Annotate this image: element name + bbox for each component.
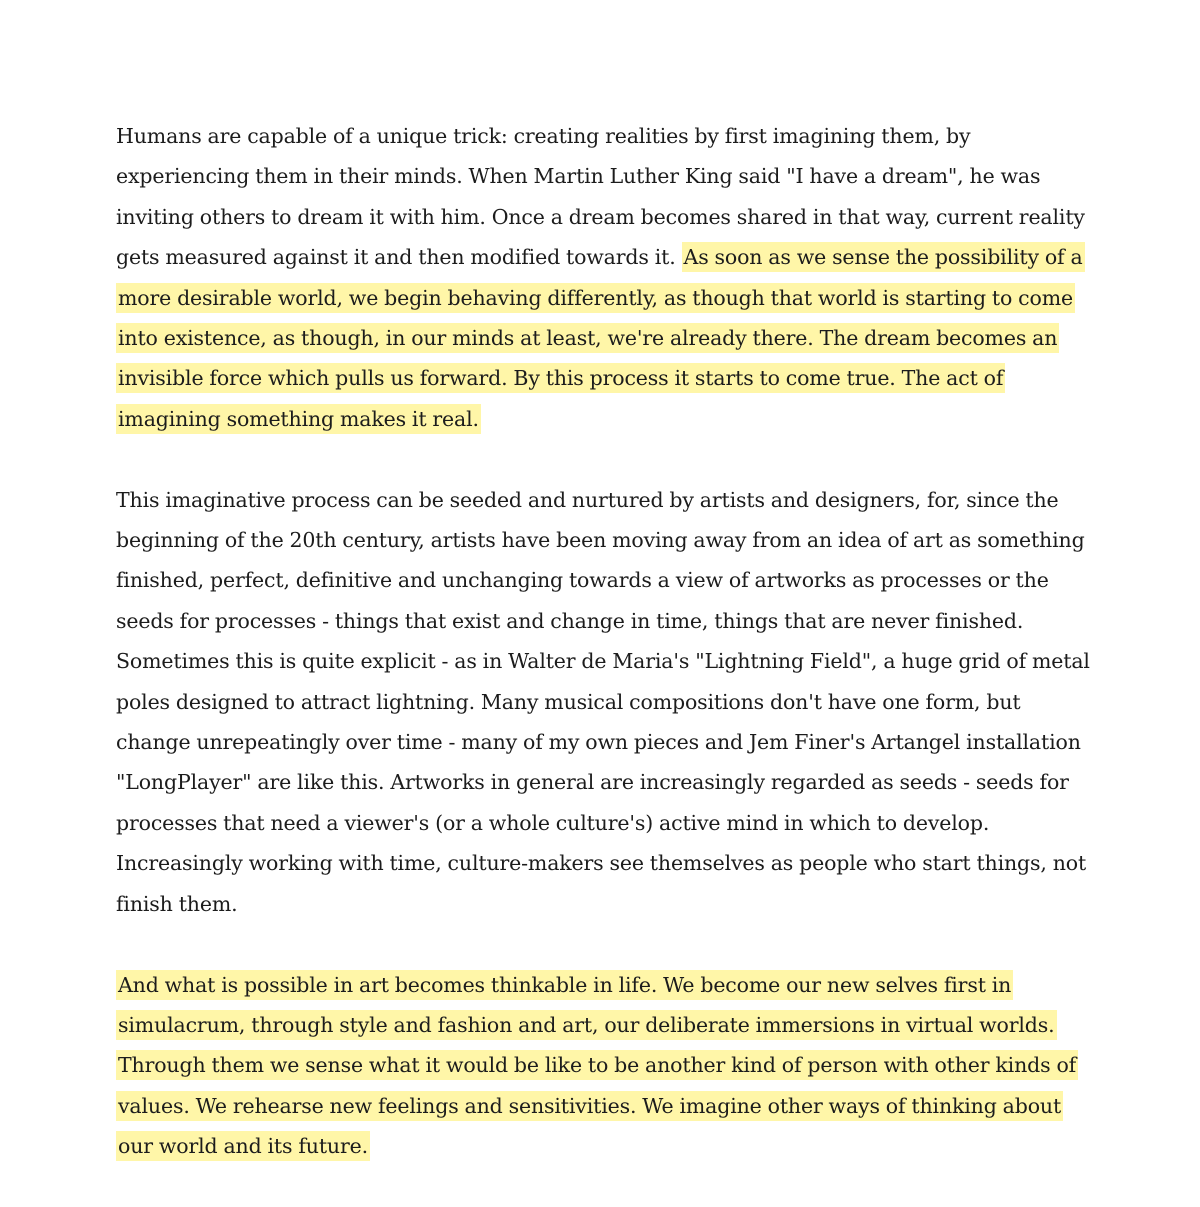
paragraph-art-thinkable-in-life <box>116 965 1091 1167</box>
document-body <box>116 116 1091 1207</box>
highlighted-passage: As soon as we sense the possibility of a more desirable world, we begin behaving differently, as though that world is starting to come into existence, as though, in our minds at least, we're already there. The dream becomes an invisible force which pulls us forward. By this process it starts to come true. The act of imagining something makes it real. <box>116 242 1085 434</box>
paragraph-text: This imaginative process can be seeded and nurtured by artists and designers, for, since the beginning of the 20th century, artists have been moving away from an idea of art as something finished, perfect, definitive and unchanging towards a view of artworks as processes or the seeds for processes - things that exist and change in time, things that are never finished. Sometimes this is quite explicit - as in Walter de Maria's "Lightning Field", a huge grid of metal poles designed to attract lightning. Many musical compositions don't have one form, but change unrepeatingly over time - many of my own pieces and Jem Finer's Artangel installation "LongPlayer" are like this. Artworks in general are increasingly regarded as seeds - seeds for processes that need a viewer's (or a whole culture's) active mind in which to develop. Increasingly working with time, culture-makers see themselves as people who start things, not finish them. <box>116 487 1090 916</box>
highlighted-passage: And what is possible in art becomes thinkable in life. We become our new selves first in simulacrum, through style and fashion and art, our deliberate immersions in virtual worlds. Through them we sense what it would be like to be another kind of person with other kinds of values. We rehearse new feelings and sensitivities. We imagine other ways of thinking about our world and its future. <box>116 970 1078 1162</box>
paragraph-imagining-realities <box>116 116 1091 439</box>
paragraph-artworks-as-processes <box>116 480 1091 924</box>
paragraph-text: Humans are capable of a unique trick: creating realities by first imagining them, by experiencing them in their minds. When Martin Luther King said "I have a dream", he was inviting others to dream it with him. Once a dream becomes shared in that way, current reality gets measured against it and then modified towards it. <box>116 124 1085 270</box>
